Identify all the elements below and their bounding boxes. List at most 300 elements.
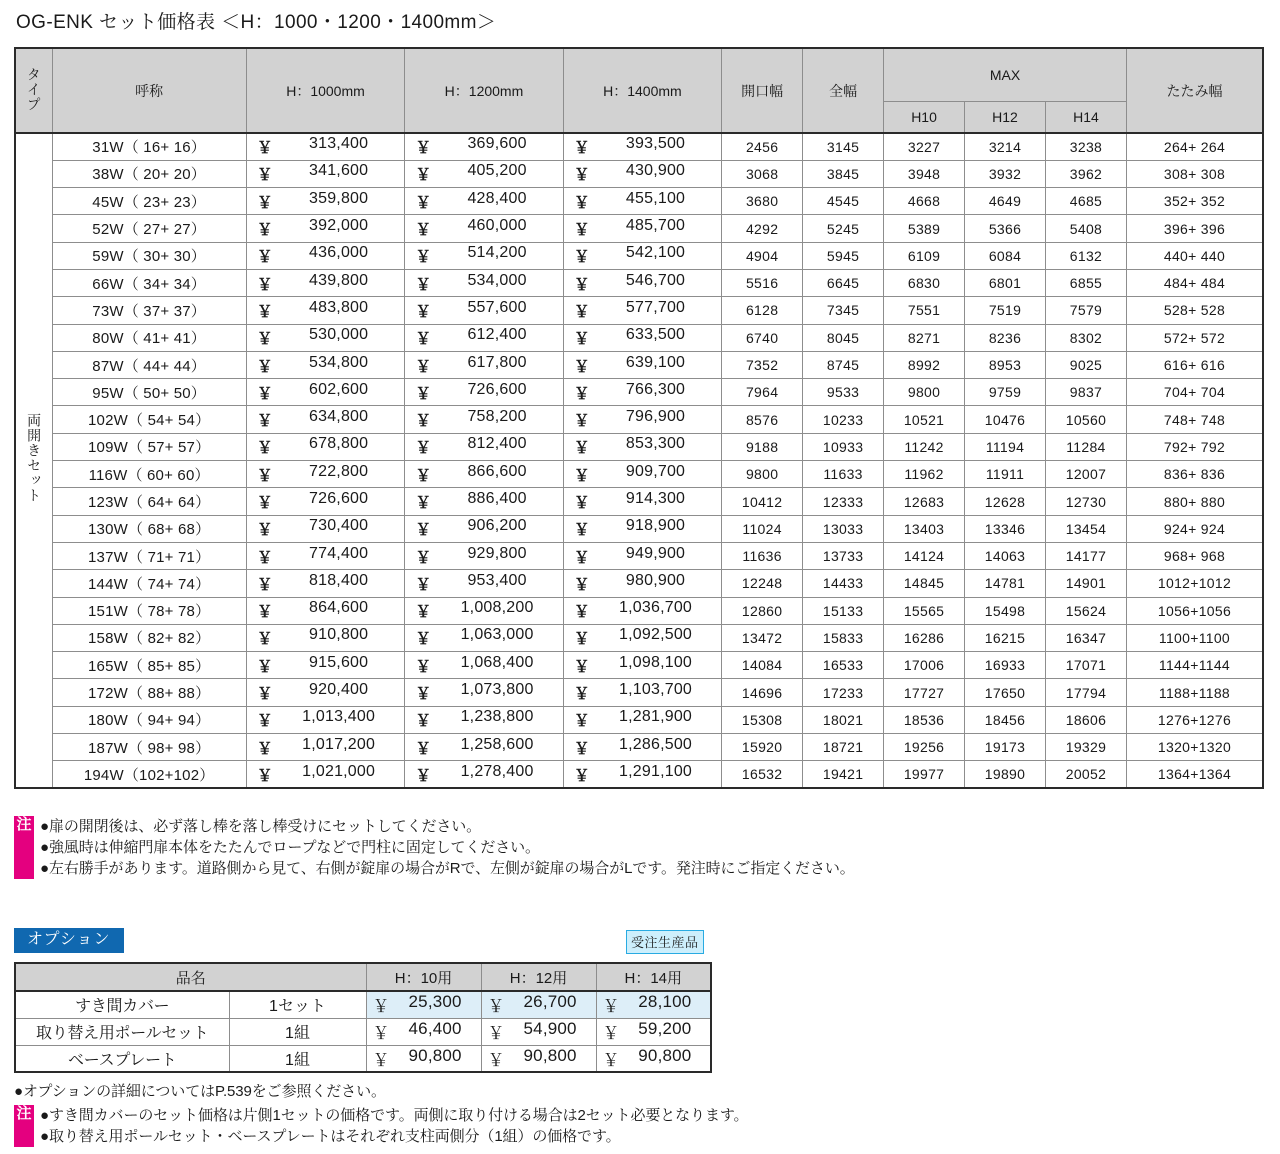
cell-opening-width: 10412 xyxy=(722,488,803,515)
column-header-total-width: 全幅 xyxy=(803,48,884,133)
cell-price-h1400: ￥ 1,098,100 xyxy=(563,652,721,679)
yen-symbol: ￥ xyxy=(487,1024,505,1043)
yen-symbol: ￥ xyxy=(573,413,590,431)
cell-max-h12: 14063 xyxy=(965,542,1046,569)
cell-max-h12: 14781 xyxy=(965,570,1046,597)
cell-price-h1400: ￥ 914,300 xyxy=(563,488,721,515)
cell-max-h10: 18536 xyxy=(884,706,965,733)
column-header-h1200: H：1200mm xyxy=(405,48,563,133)
yen-symbol: ￥ xyxy=(573,549,590,567)
cell-price-h1000: ￥ 678,800 xyxy=(246,433,404,460)
cell-price-h1200: ￥ 866,600 xyxy=(405,461,563,488)
cell-opening-width: 11024 xyxy=(722,515,803,542)
note-line: ●取り替え用ポールセット・ベースプレートはそれぞれ支柱両側分（1組）の価格です。 xyxy=(40,1128,621,1145)
cell-price-h1000: ￥ 910,800 xyxy=(246,624,404,651)
option-column-header-h10: H：10用 xyxy=(366,963,481,991)
cell-price-h1000: ￥ 818,400 xyxy=(246,570,404,597)
cell-name: 123W（ 64+ 64） xyxy=(52,488,246,515)
yen-symbol: ￥ xyxy=(256,576,273,594)
yen-symbol: ￥ xyxy=(573,658,590,676)
cell-max-h12: 19890 xyxy=(965,761,1046,788)
cell-name: 144W（ 74+ 74） xyxy=(52,570,246,597)
cell-folded-width: 616+ 616 xyxy=(1126,351,1263,378)
column-header-opening-width: 開口幅 xyxy=(722,48,803,133)
cell-total-width: 18721 xyxy=(803,734,884,761)
cell-price-h1200: ￥ 1,068,400 xyxy=(405,652,563,679)
column-header-max-h14: H14 xyxy=(1045,102,1126,134)
yen-symbol: ￥ xyxy=(256,440,273,458)
cell-price-h1000: ￥ 359,800 xyxy=(246,188,404,215)
option-cell-price-h14: ￥ 28,100 xyxy=(596,991,711,1018)
cell-total-width: 17233 xyxy=(803,679,884,706)
option-cell-name: ベースプレート xyxy=(15,1045,229,1072)
table-row xyxy=(15,433,1263,460)
yen-symbol: ￥ xyxy=(415,140,432,158)
cell-folded-width: 1012+1012 xyxy=(1126,570,1263,597)
cell-total-width: 15133 xyxy=(803,597,884,624)
cell-max-h14: 6855 xyxy=(1045,269,1126,296)
cell-folded-width: 1100+1100 xyxy=(1126,624,1263,651)
cell-max-h14: 14901 xyxy=(1045,570,1126,597)
yen-symbol: ￥ xyxy=(573,576,590,594)
option-cell-price-h10: ￥ 90,800 xyxy=(366,1045,481,1072)
cell-opening-width: 12860 xyxy=(722,597,803,624)
yen-symbol: ￥ xyxy=(415,249,432,267)
cell-opening-width: 12248 xyxy=(722,570,803,597)
cell-max-h14: 4685 xyxy=(1045,188,1126,215)
cell-opening-width: 14084 xyxy=(722,652,803,679)
cell-folded-width: 1364+1364 xyxy=(1126,761,1263,788)
cell-price-h1200: ￥ 617,800 xyxy=(405,351,563,378)
cell-opening-width: 6128 xyxy=(722,297,803,324)
yen-symbol: ￥ xyxy=(415,686,432,704)
table-row xyxy=(15,242,1263,269)
cell-name: 38W（ 20+ 20） xyxy=(52,160,246,187)
yen-symbol: ￥ xyxy=(415,194,432,212)
cell-total-width: 12333 xyxy=(803,488,884,515)
yen-symbol: ￥ xyxy=(415,331,432,349)
cell-max-h10: 7551 xyxy=(884,297,965,324)
cell-max-h10: 3948 xyxy=(884,160,965,187)
yen-symbol: ￥ xyxy=(256,358,273,376)
option-table-row xyxy=(15,991,711,1018)
yen-symbol: ￥ xyxy=(415,358,432,376)
yen-symbol: ￥ xyxy=(415,522,432,540)
cell-max-h14: 7579 xyxy=(1045,297,1126,324)
cell-max-h14: 11284 xyxy=(1045,433,1126,460)
cell-price-h1200: ￥ 1,278,400 xyxy=(405,761,563,788)
cell-name: 130W（ 68+ 68） xyxy=(52,515,246,542)
cell-price-h1000: ￥ 774,400 xyxy=(246,542,404,569)
main-price-table xyxy=(14,47,1264,789)
cell-folded-width: 264+ 264 xyxy=(1126,133,1263,160)
cell-total-width: 13033 xyxy=(803,515,884,542)
cell-max-h10: 17006 xyxy=(884,652,965,679)
cell-name: 172W（ 88+ 88） xyxy=(52,679,246,706)
cell-max-h12: 16933 xyxy=(965,652,1046,679)
cell-price-h1000: ￥ 602,600 xyxy=(246,379,404,406)
cell-opening-width: 3068 xyxy=(722,160,803,187)
cell-name: 73W（ 37+ 37） xyxy=(52,297,246,324)
yen-symbol: ￥ xyxy=(256,249,273,267)
yen-symbol: ￥ xyxy=(415,713,432,731)
cell-max-h12: 19173 xyxy=(965,734,1046,761)
cell-name: 151W（ 78+ 78） xyxy=(52,597,246,624)
cell-price-h1200: ￥ 758,200 xyxy=(405,406,563,433)
cell-max-h12: 10476 xyxy=(965,406,1046,433)
cell-max-h10: 15565 xyxy=(884,597,965,624)
cell-max-h14: 12007 xyxy=(1045,461,1126,488)
cell-max-h14: 12730 xyxy=(1045,488,1126,515)
yen-symbol: ￥ xyxy=(256,631,273,649)
column-header-type xyxy=(15,48,52,133)
table-row xyxy=(15,188,1263,215)
option-cell-price-h14: ￥ 90,800 xyxy=(596,1045,711,1072)
cell-max-h14: 8302 xyxy=(1045,324,1126,351)
option-cell-price-h12: ￥ 54,900 xyxy=(481,1018,596,1045)
table-row xyxy=(15,215,1263,242)
cell-name: 194W（102+102） xyxy=(52,761,246,788)
cell-opening-width: 3680 xyxy=(722,188,803,215)
yen-symbol: ￥ xyxy=(256,276,273,294)
yen-symbol: ￥ xyxy=(573,686,590,704)
cell-total-width: 3145 xyxy=(803,133,884,160)
cell-opening-width: 4292 xyxy=(722,215,803,242)
cell-max-h14: 10560 xyxy=(1045,406,1126,433)
table-row xyxy=(15,761,1263,788)
cell-total-width: 3845 xyxy=(803,160,884,187)
table-row xyxy=(15,706,1263,733)
option-cell-price-h10: ￥ 46,400 xyxy=(366,1018,481,1045)
yen-symbol: ￥ xyxy=(256,604,273,622)
cell-price-h1200: ￥ 369,600 xyxy=(405,133,563,160)
yen-symbol: ￥ xyxy=(415,549,432,567)
cell-max-h12: 5366 xyxy=(965,215,1046,242)
yen-symbol: ￥ xyxy=(573,249,590,267)
cell-max-h14: 3238 xyxy=(1045,133,1126,160)
yen-symbol: ￥ xyxy=(573,495,590,512)
yen-symbol: ￥ xyxy=(256,686,273,704)
cell-max-h14: 20052 xyxy=(1045,761,1126,788)
cell-price-h1400: ￥ 949,900 xyxy=(563,542,721,569)
cell-folded-width: 1144+1144 xyxy=(1126,652,1263,679)
cell-name: 165W（ 85+ 85） xyxy=(52,652,246,679)
yen-symbol: ￥ xyxy=(256,222,273,240)
yen-symbol: ￥ xyxy=(487,1050,505,1070)
cell-total-width: 8745 xyxy=(803,351,884,378)
cell-max-h14: 9837 xyxy=(1045,379,1126,406)
cell-max-h12: 8953 xyxy=(965,351,1046,378)
cell-max-h10: 10521 xyxy=(884,406,965,433)
cell-price-h1000: ￥ 730,400 xyxy=(246,515,404,542)
cell-opening-width: 2456 xyxy=(722,133,803,160)
table-row xyxy=(15,406,1263,433)
option-cell-name: 取り替え用ポールセット xyxy=(15,1018,229,1045)
yen-symbol: ￥ xyxy=(415,658,432,676)
cell-total-width: 15833 xyxy=(803,624,884,651)
yen-symbol: ￥ xyxy=(573,276,590,294)
cell-price-h1000: ￥ 436,000 xyxy=(246,242,404,269)
cell-price-h1400: ￥ 430,900 xyxy=(563,160,721,187)
cell-price-h1000: ￥ 530,000 xyxy=(246,324,404,351)
cell-price-h1000: ￥ 722,800 xyxy=(246,461,404,488)
column-header-max-h10: H10 xyxy=(884,102,965,134)
cell-price-h1400: ￥ 1,103,700 xyxy=(563,679,721,706)
cell-price-h1400: ￥ 546,700 xyxy=(563,269,721,296)
cell-max-h14: 9025 xyxy=(1045,351,1126,378)
cell-max-h12: 11911 xyxy=(965,461,1046,488)
yen-symbol: ￥ xyxy=(602,1024,620,1043)
cell-max-h12: 3214 xyxy=(965,133,1046,160)
option-cell-name: すき間カバー xyxy=(15,991,229,1018)
option-cell-price-h10: ￥ 25,300 xyxy=(366,991,481,1018)
cell-folded-width: 396+ 396 xyxy=(1126,215,1263,242)
column-header-max: MAX xyxy=(884,48,1127,102)
note-line: ●すき間カバーのセット価格は片側1セットの価格です。両側に取り付ける場合は2セット必要となります。 xyxy=(40,1107,749,1124)
cell-name: 116W（ 60+ 60） xyxy=(52,461,246,488)
yen-symbol: ￥ xyxy=(256,467,273,485)
cell-max-h10: 3227 xyxy=(884,133,965,160)
cell-price-h1000: ￥ 1,017,200 xyxy=(246,734,404,761)
note-line: ●強風時は伸縮門扉本体をたたんでロープなどで門柱に固定してください。 xyxy=(40,839,540,856)
cell-max-h14: 16347 xyxy=(1045,624,1126,651)
yen-symbol: ￥ xyxy=(573,194,590,212)
table-row xyxy=(15,734,1263,761)
cell-price-h1200: ￥ 953,400 xyxy=(405,570,563,597)
cell-name: 45W（ 23+ 23） xyxy=(52,188,246,215)
cell-name: 59W（ 30+ 30） xyxy=(52,242,246,269)
cell-folded-width: 1320+1320 xyxy=(1126,734,1263,761)
option-price-table xyxy=(14,962,712,1073)
cell-price-h1400: ￥ 1,092,500 xyxy=(563,624,721,651)
cell-price-h1200: ￥ 514,200 xyxy=(405,242,563,269)
cell-price-h1400: ￥ 1,036,700 xyxy=(563,597,721,624)
table-row xyxy=(15,597,1263,624)
column-header-h1000: H：1000mm xyxy=(246,48,404,133)
column-header-max-h12: H12 xyxy=(965,102,1046,134)
yen-symbol: ￥ xyxy=(256,740,273,758)
cell-max-h10: 14124 xyxy=(884,542,965,569)
table-row xyxy=(15,379,1263,406)
option-cell-price-h14: ￥ 59,200 xyxy=(596,1018,711,1045)
cell-max-h10: 6830 xyxy=(884,269,965,296)
cell-price-h1400: ￥ 918,900 xyxy=(563,515,721,542)
cell-total-width: 9533 xyxy=(803,379,884,406)
cell-opening-width: 7352 xyxy=(722,351,803,378)
yen-symbol: ￥ xyxy=(415,167,432,185)
cell-opening-width: 9188 xyxy=(722,433,803,460)
cell-folded-width: 572+ 572 xyxy=(1126,324,1263,351)
column-header-type-label: タイプ xyxy=(25,66,42,112)
cell-total-width: 6645 xyxy=(803,269,884,296)
yen-symbol: ￥ xyxy=(256,495,273,512)
cell-max-h14: 17794 xyxy=(1045,679,1126,706)
cell-total-width: 5245 xyxy=(803,215,884,242)
yen-symbol: ￥ xyxy=(602,1050,620,1070)
option-table-row xyxy=(15,1045,711,1072)
cell-folded-width: 748+ 748 xyxy=(1126,406,1263,433)
cell-price-h1200: ￥ 812,400 xyxy=(405,433,563,460)
cell-max-h12: 15498 xyxy=(965,597,1046,624)
table-row xyxy=(15,570,1263,597)
note-line: ●扉の開閉後は、必ず落し棒を落し棒受けにセットしてください。 xyxy=(40,818,482,835)
cell-price-h1200: ￥ 1,238,800 xyxy=(405,706,563,733)
cell-opening-width: 5516 xyxy=(722,269,803,296)
cell-folded-width: 1188+1188 xyxy=(1126,679,1263,706)
cell-max-h14: 3962 xyxy=(1045,160,1126,187)
cell-max-h10: 5389 xyxy=(884,215,965,242)
cell-price-h1400: ￥ 766,300 xyxy=(563,379,721,406)
cell-max-h14: 18606 xyxy=(1045,706,1126,733)
cell-price-h1200: ￥ 557,600 xyxy=(405,297,563,324)
option-column-header-h12: H：12用 xyxy=(481,963,596,991)
column-header-folded-width: たたみ幅 xyxy=(1126,48,1263,133)
yen-symbol: ￥ xyxy=(573,331,590,349)
cell-folded-width: 1056+1056 xyxy=(1126,597,1263,624)
cell-name: 31W（ 16+ 16） xyxy=(52,133,246,160)
yen-symbol: ￥ xyxy=(415,222,432,240)
cell-max-h10: 19256 xyxy=(884,734,965,761)
table-row xyxy=(15,542,1263,569)
yen-symbol: ￥ xyxy=(415,495,432,512)
cell-price-h1400: ￥ 909,700 xyxy=(563,461,721,488)
cell-max-h10: 12683 xyxy=(884,488,965,515)
made-to-order-badge: 受注生産品 xyxy=(626,930,704,954)
cell-name: 80W（ 41+ 41） xyxy=(52,324,246,351)
yen-symbol: ￥ xyxy=(256,167,273,185)
cell-price-h1200: ￥ 428,400 xyxy=(405,188,563,215)
yen-symbol: ￥ xyxy=(573,740,590,758)
cell-price-h1000: ￥ 341,600 xyxy=(246,160,404,187)
cell-max-h10: 16286 xyxy=(884,624,965,651)
cell-price-h1200: ￥ 1,073,800 xyxy=(405,679,563,706)
yen-symbol: ￥ xyxy=(256,140,273,158)
cell-max-h12: 6801 xyxy=(965,269,1046,296)
cell-price-h1000: ￥ 534,800 xyxy=(246,351,404,378)
cell-max-h12: 7519 xyxy=(965,297,1046,324)
cell-total-width: 19421 xyxy=(803,761,884,788)
cell-opening-width: 7964 xyxy=(722,379,803,406)
cell-max-h14: 6132 xyxy=(1045,242,1126,269)
cell-max-h10: 11242 xyxy=(884,433,965,460)
cell-price-h1200: ￥ 612,400 xyxy=(405,324,563,351)
option-reference-note: ●オプションの詳細についてはP.539をご参照ください。 xyxy=(14,1083,386,1100)
cell-price-h1400: ￥ 639,100 xyxy=(563,351,721,378)
option-cell-unit: 1組 xyxy=(229,1018,366,1045)
yen-symbol: ￥ xyxy=(415,276,432,294)
cell-price-h1200: ￥ 929,800 xyxy=(405,542,563,569)
yen-symbol: ￥ xyxy=(573,522,590,540)
cell-folded-width: 792+ 792 xyxy=(1126,433,1263,460)
cell-name: 52W（ 27+ 27） xyxy=(52,215,246,242)
cell-price-h1200: ￥ 726,600 xyxy=(405,379,563,406)
cell-price-h1200: ￥ 405,200 xyxy=(405,160,563,187)
cell-opening-width: 14696 xyxy=(722,679,803,706)
cell-price-h1000: ￥ 920,400 xyxy=(246,679,404,706)
cell-total-width: 5945 xyxy=(803,242,884,269)
yen-symbol: ￥ xyxy=(415,631,432,649)
cell-max-h14: 14177 xyxy=(1045,542,1126,569)
yen-symbol: ￥ xyxy=(415,604,432,622)
yen-symbol: ￥ xyxy=(573,440,590,458)
cell-folded-width: 484+ 484 xyxy=(1126,269,1263,296)
cell-name: 109W（ 57+ 57） xyxy=(52,433,246,460)
cell-total-width: 18021 xyxy=(803,706,884,733)
table-row xyxy=(15,351,1263,378)
cell-max-h10: 13403 xyxy=(884,515,965,542)
cell-opening-width: 15920 xyxy=(722,734,803,761)
yen-symbol: ￥ xyxy=(256,549,273,567)
cell-name: 87W（ 44+ 44） xyxy=(52,351,246,378)
cell-price-h1000: ￥ 915,600 xyxy=(246,652,404,679)
cell-name: 66W（ 34+ 34） xyxy=(52,269,246,296)
yen-symbol: ￥ xyxy=(415,440,432,458)
cell-opening-width: 16532 xyxy=(722,761,803,788)
cell-price-h1200: ￥ 534,000 xyxy=(405,269,563,296)
cell-price-h1200: ￥ 460,000 xyxy=(405,215,563,242)
cell-opening-width: 4904 xyxy=(722,242,803,269)
cell-price-h1000: ￥ 483,800 xyxy=(246,297,404,324)
yen-symbol: ￥ xyxy=(573,767,590,785)
cell-opening-width: 13472 xyxy=(722,624,803,651)
cell-price-h1200: ￥ 1,063,000 xyxy=(405,624,563,651)
table-row xyxy=(15,324,1263,351)
cell-total-width: 4545 xyxy=(803,188,884,215)
cell-name: 187W（ 98+ 98） xyxy=(52,734,246,761)
cell-price-h1400: ￥ 1,281,900 xyxy=(563,706,721,733)
table-row xyxy=(15,269,1263,296)
cell-max-h10: 17727 xyxy=(884,679,965,706)
yen-symbol: ￥ xyxy=(573,140,590,158)
cell-price-h1400: ￥ 455,100 xyxy=(563,188,721,215)
cell-price-h1400: ￥ 1,286,500 xyxy=(563,734,721,761)
column-header-h1400: H：1400mm xyxy=(563,48,721,133)
option-cell-unit: 1セット xyxy=(229,991,366,1018)
cell-max-h10: 4668 xyxy=(884,188,965,215)
cell-max-h10: 8992 xyxy=(884,351,965,378)
yen-symbol: ￥ xyxy=(487,997,505,1017)
cell-price-h1000: ￥ 634,800 xyxy=(246,406,404,433)
type-cell xyxy=(15,133,52,788)
cell-name: 180W（ 94+ 94） xyxy=(52,706,246,733)
yen-symbol: ￥ xyxy=(256,767,273,785)
note-badge: 注 xyxy=(14,1105,34,1147)
yen-symbol: ￥ xyxy=(573,222,590,240)
cell-folded-width: 924+ 924 xyxy=(1126,515,1263,542)
yen-symbol: ￥ xyxy=(573,303,590,321)
cell-price-h1000: ￥ 1,013,400 xyxy=(246,706,404,733)
yen-symbol: ￥ xyxy=(256,522,273,540)
cell-total-width: 14433 xyxy=(803,570,884,597)
cell-opening-width: 8576 xyxy=(722,406,803,433)
cell-name: 102W（ 54+ 54） xyxy=(52,406,246,433)
yen-symbol: ￥ xyxy=(256,413,273,431)
cell-max-h12: 9759 xyxy=(965,379,1046,406)
cell-max-h10: 8271 xyxy=(884,324,965,351)
cell-max-h12: 8236 xyxy=(965,324,1046,351)
cell-price-h1400: ￥ 980,900 xyxy=(563,570,721,597)
note-line: ●左右勝手があります。道路側から見て、右側が錠扉の場合がRで、左側が錠扉の場合がLです。発注時にご指定ください。 xyxy=(40,860,855,877)
cell-price-h1400: ￥ 796,900 xyxy=(563,406,721,433)
yen-symbol: ￥ xyxy=(573,467,590,485)
yen-symbol: ￥ xyxy=(372,997,390,1017)
cell-price-h1400: ￥ 393,500 xyxy=(563,133,721,160)
cell-name: 137W（ 71+ 71） xyxy=(52,542,246,569)
cell-folded-width: 352+ 352 xyxy=(1126,188,1263,215)
cell-max-h10: 14845 xyxy=(884,570,965,597)
type-cell-label: 両開きセット xyxy=(26,413,43,504)
option-cell-unit: 1組 xyxy=(229,1045,366,1072)
